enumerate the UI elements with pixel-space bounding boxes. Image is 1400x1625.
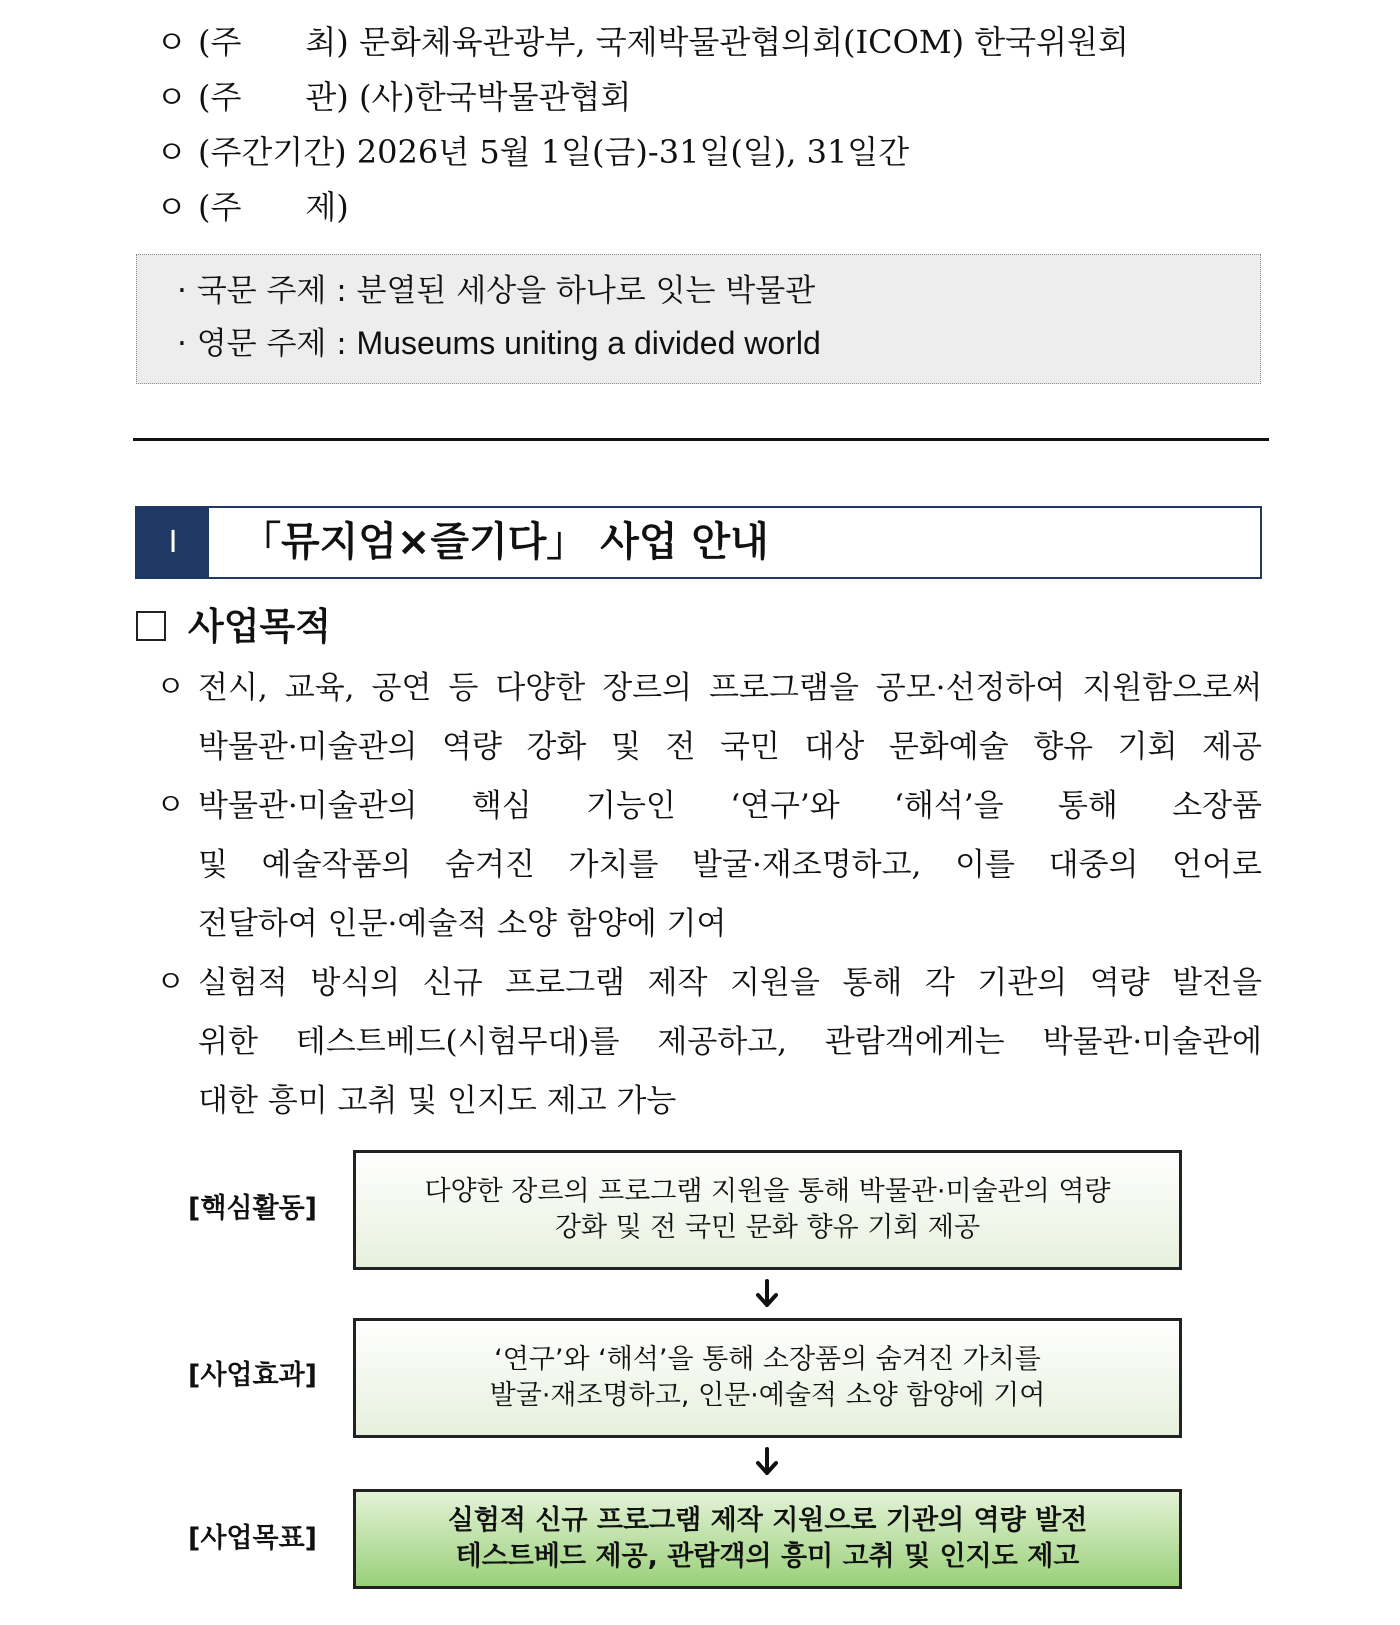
info-row-organizer — [156, 77, 631, 117]
section-header — [135, 506, 1262, 579]
info-label: (주 제) — [198, 188, 349, 226]
purpose-line: 박물관·미술관의 핵심 기능인 ‘연구’와 ‘해석’을 통해 소장품 — [198, 788, 1262, 824]
theme-label: · 영문 주제 : — [177, 326, 357, 362]
theme-value: 분열된 세상을 하나로 잇는 박물관 — [356, 273, 816, 309]
flow-box-line: 테스트베드 제공, 관람객의 흥미 고취 및 인지도 제고 — [455, 1541, 1080, 1572]
bullet-icon: ㅇ — [156, 23, 187, 61]
info-label: (주간기간) — [198, 133, 347, 171]
purpose-line: 및 예술작품의 숨겨진 가치를 발굴·재조명하고, 이를 대중의 언어로 — [198, 847, 1262, 883]
flow-box-effect — [353, 1318, 1182, 1438]
info-row-period — [156, 132, 909, 172]
square-icon — [136, 611, 166, 641]
bullet-icon: ㅇ — [156, 788, 185, 823]
flow-box-goal — [353, 1489, 1182, 1589]
arrow-down-icon — [755, 1279, 779, 1309]
section-title: 「뮤지엄×즐기다」 사업 안내 — [241, 519, 769, 565]
bullet-icon: ㅇ — [156, 965, 185, 1000]
flow-box-line: 다양한 장르의 프로그램 지원을 통해 박물관·미술관의 역량 — [424, 1176, 1111, 1207]
section-divider — [133, 438, 1269, 441]
purpose-line: 전시, 교육, 공연 등 다양한 장르의 프로그램을 공모·선정하여 지원함으로써 — [198, 670, 1262, 706]
info-label: (주 최) — [198, 23, 349, 61]
purpose-line: 대한 흥미 고취 및 인지도 제고 가능 — [198, 1083, 677, 1119]
flow-label-core-activity: [핵심활동] — [188, 1193, 318, 1224]
theme-korean — [177, 271, 815, 311]
flow-box-line: 실험적 신규 프로그램 제작 지원으로 기관의 역량 발전 — [447, 1505, 1088, 1536]
flow-box-line: 발굴·재조명하고, 인문·예술적 소양 함양에 기여 — [489, 1380, 1046, 1411]
bullet-icon: ㅇ — [156, 188, 187, 226]
info-value: 문화체육관광부, 국제박물관협의회(ICOM) 한국위원회 — [358, 23, 1129, 61]
theme-label: · 국문 주제 : — [177, 273, 357, 309]
purpose-line: 위한 테스트베드(시험무대)를 제공하고, 관람객에게는 박물관·미술관에 — [198, 1024, 1262, 1060]
flow-label-effect: [사업효과] — [188, 1360, 318, 1391]
info-value: (사)한국박물관협회 — [358, 78, 632, 116]
arrow-down-icon — [755, 1447, 779, 1477]
info-row-theme — [156, 187, 349, 227]
flow-label-goal: [사업목표] — [188, 1523, 318, 1554]
subsection-title: 사업목적 — [188, 605, 331, 648]
info-label: (주 관) — [198, 78, 349, 116]
flow-box-line: 강화 및 전 국민 문화 향유 기회 제공 — [554, 1212, 981, 1243]
theme-box — [136, 254, 1261, 384]
flow-box-core-activity — [353, 1150, 1182, 1270]
bullet-icon: ㅇ — [156, 78, 187, 116]
flow-box-line: ‘연구’와 ‘해석’을 통해 소장품의 숨겨진 가치를 — [494, 1344, 1041, 1375]
info-value: 2026년 5월 1일(금)-31일(일), 31일간 — [356, 133, 910, 171]
info-row-host — [156, 22, 1129, 62]
subsection-heading — [136, 604, 331, 650]
theme-english — [177, 323, 821, 364]
purpose-line: 실험적 방식의 신규 프로그램 제작 지원을 통해 각 기관의 역량 발전을 — [198, 965, 1262, 1001]
purpose-line: 전달하여 인문·예술적 소양 함양에 기여 — [198, 906, 727, 942]
theme-value: Museums uniting a divided world — [356, 325, 821, 361]
purpose-line: 박물관·미술관의 역량 강화 및 전 국민 대상 문화예술 향유 기회 제공 — [198, 729, 1262, 765]
bullet-icon: ㅇ — [156, 670, 185, 705]
section-number: Ⅰ — [137, 508, 209, 577]
bullet-icon: ㅇ — [156, 133, 187, 171]
